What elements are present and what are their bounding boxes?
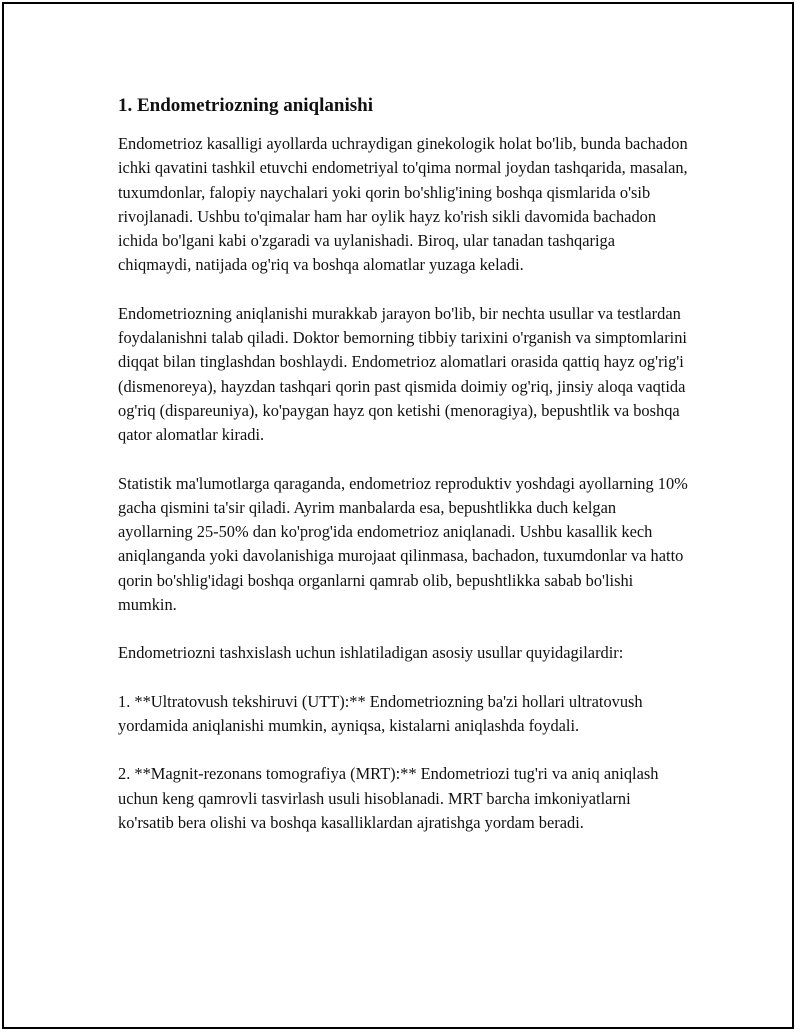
paragraph-diagnosis-process: Endometriozning aniqlanishi murakkab jarayon bo'lib, bir nechta usullar va testlardan foydalanishni talab qiladi. Doktor bemorning tibbiy tarixini o'rganish va simptomlarini diqqat bilan tinglashdan boshlaydi. Endometrioz alomatlari orasida qattiq hayz og'rig'i (dismenoreya), hayzdan tashqari qorin past qismida doimiy og'riq, jinsiy aloqa vaqtida og'riq (dispareuniya), ko'paygan hayz qon ketishi (menoragiya), bepushtlik va boshqa qator alomatlar kiradi.: [118, 303, 687, 445]
paragraph-statistics: Statistik ma'lumotlarga qaraganda, endometrioz reproduktiv yoshdagi ayollarning 10% gacha qismini ta'sir qiladi. Ayrim manbalarda esa, bepushtlikka duch kelgan ayollarning 25-50% dan ko'prog'ida endometrioz aniqlanadi. Ushbu kasallik kech aniqlanganda yoki davolanishiga murojaat qilinmasa, bachadon, tuxumdonlar va hatto qorin bo'shlig'idagi boshqa organlarni qamrab olib, bepushtlikka sabab bo'lishi mumkin.: [118, 473, 688, 615]
paragraph-methods-intro: Endometriozni tashxislash uchun ishlatiladigan asosiy usullar quyidagilardir:: [118, 643, 624, 663]
document-body: [118, 94, 688, 859]
list-item-mri: 2. **Magnit-rezonans tomografiya (MRT):** Endometriozi tug'ri va aniq aniqlash uchun keng qamrovli tasvirlash usuli hisoblanadi. MRT barcha imkoniyatlarni ko'rsatib bera olishi va boshqa kasalliklardan ajratishga yordam beradi.: [118, 764, 659, 832]
section-heading: 1. Endometriozning aniqlanishi: [118, 95, 373, 116]
list-item-ultrasound: 1. **Ultratovush tekshiruvi (UTT):** Endometriozning ba'zi hollari ultratovush yordamida aniqlanishi mumkin, ayniqsa, kistalarni aniqlashda foydali.: [118, 691, 643, 735]
paragraph-intro: Endometrioz kasalligi ayollarda uchraydigan ginekologik holat bo'lib, bunda bachadon ichki qavatini tashkil etuvchi endometriyal to'qima normal joydan tashqarida, masalan, tuxumdonlar, falopiy naychalari yoki qorin bo'shlig'ining boshqa qismlarida o'sib rivojlanadi. Ushbu to'qimalar ham har oylik hayz ko'rish sikli davomida bachadon ichida bo'lgani kabi o'zgaradi va uylanishadi. Biroq, ular tanadan tashqariga chiqmaydi, natijada og'riq va boshqa alomatlar yuzaga keladi.: [118, 134, 688, 275]
